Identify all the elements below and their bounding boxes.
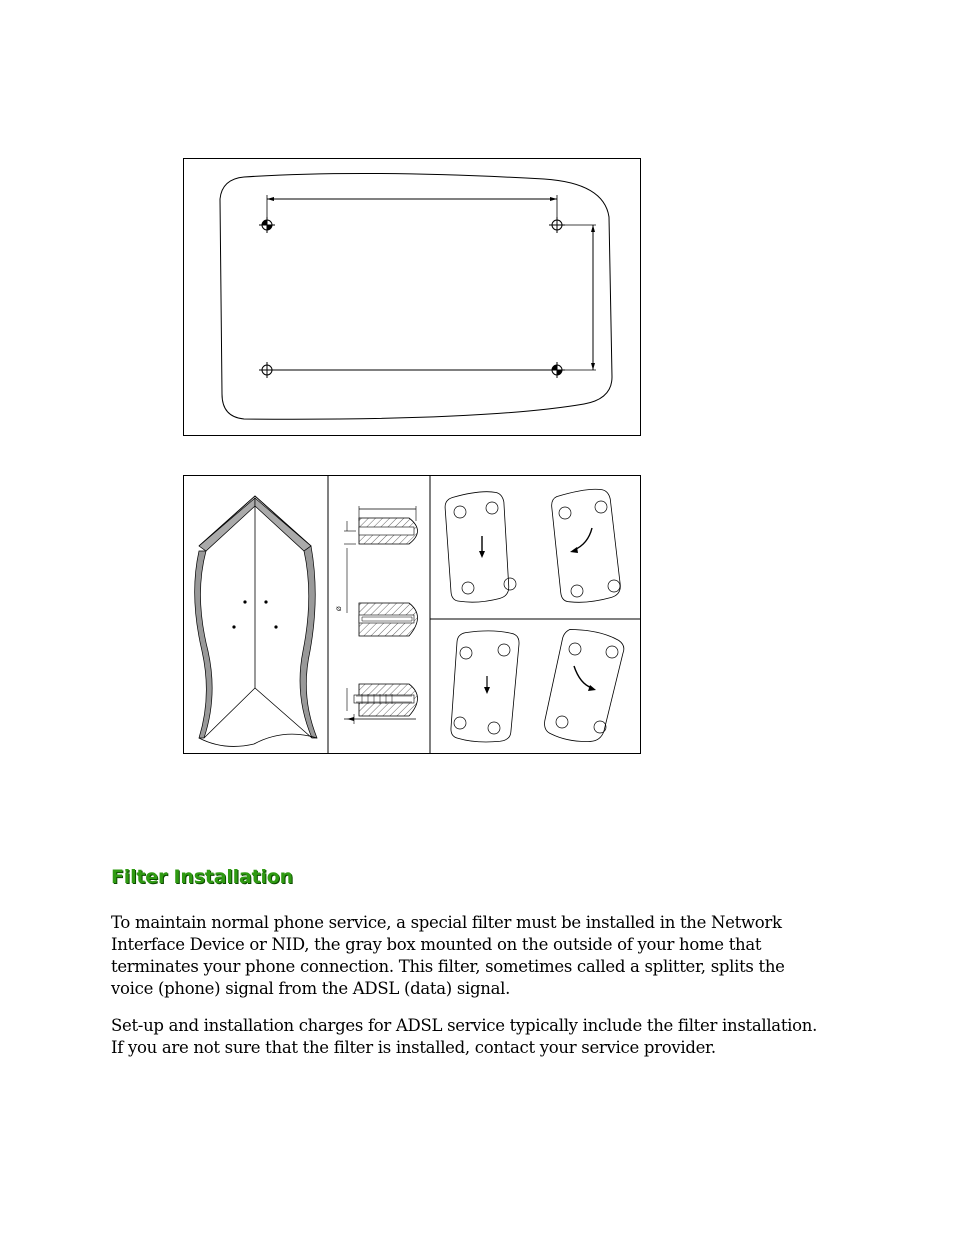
paragraph-installation-charges: Set-up and installation charges for ADSL service typically include the filter installation. If you are not sure that the filter is installed, contact your service provider. [111, 1016, 818, 1057]
mounting-template-figure [183, 158, 641, 436]
hole-marker-top-right [549, 217, 565, 233]
device-outline [220, 173, 612, 419]
mount-step-1 [444, 490, 516, 603]
mounting-template-drawing [184, 159, 640, 435]
svg-text:Ø: Ø [336, 606, 343, 611]
hole-marker-top-left [259, 217, 275, 233]
mount-step-3 [450, 628, 520, 744]
hole-marker-bottom-left [259, 362, 275, 378]
anchor-insertion-illustration [336, 506, 418, 724]
mount-step-2 [550, 487, 621, 604]
paragraph-filter-purpose: To maintain normal phone service, a special filter must be installed in the Network Interface Device or NID, the gray box mounted on the outside of your home that terminates your phone connection. This filter, sometimes called a splitter, splits the voice (phone) signal from the ADSL (data) signal. [111, 913, 785, 998]
mounting-steps-figure [183, 475, 641, 754]
hole-marker-bottom-right [549, 362, 565, 378]
section-title: Filter Installation [111, 866, 293, 888]
mount-step-4 [543, 626, 626, 745]
mounting-steps-drawing [184, 476, 640, 753]
wall-corner-illustration [195, 496, 317, 746]
